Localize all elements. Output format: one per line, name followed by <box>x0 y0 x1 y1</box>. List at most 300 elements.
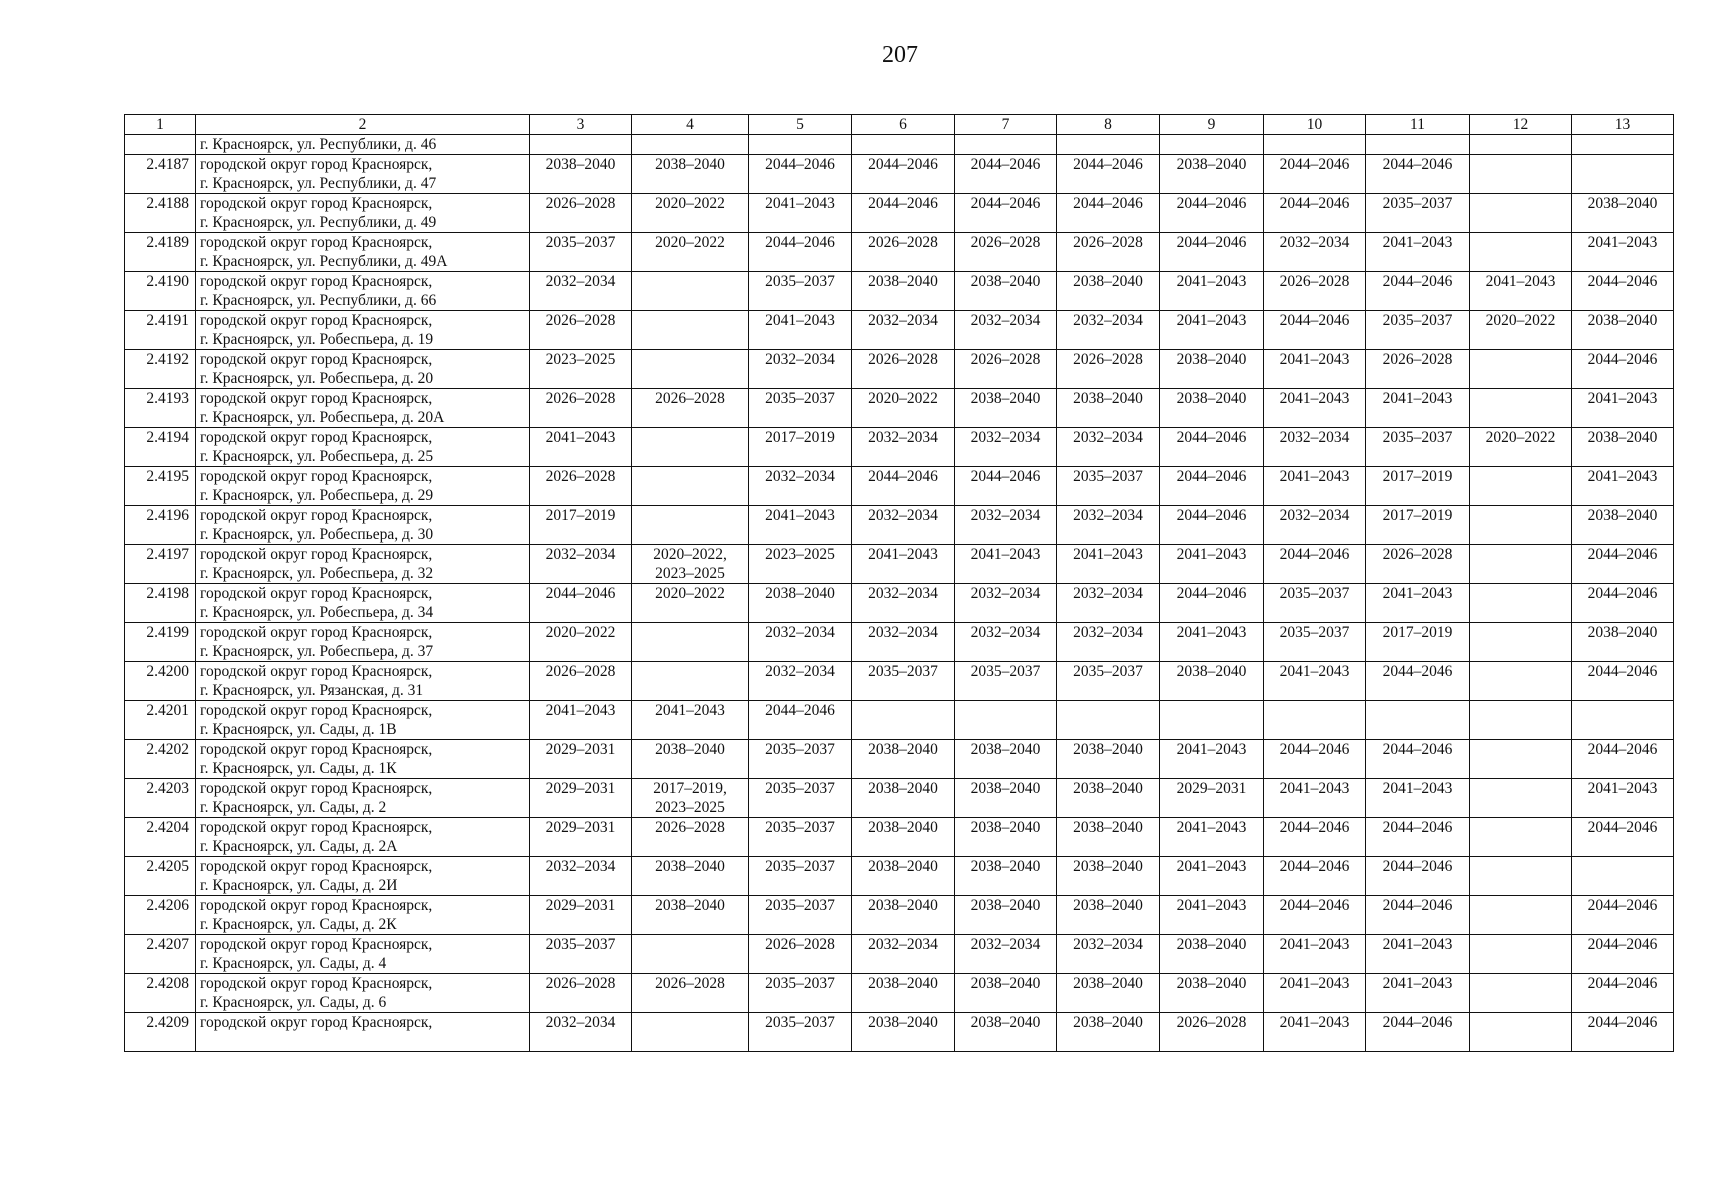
period-cell-col-6: 2038–2040 <box>852 1013 955 1052</box>
period-cell-col-6: 2044–2046 <box>852 194 955 233</box>
period-cell-col-9: 2038–2040 <box>1160 350 1264 389</box>
period-cell-col-8: 2032–2034 <box>1057 935 1160 974</box>
address-line-1: городской округ город Красноярск, <box>200 351 433 368</box>
period-cell-col-9: 2041–2043 <box>1160 623 1264 662</box>
address-cell <box>196 974 530 1013</box>
period-cell-col-12 <box>1470 701 1572 740</box>
period-cell-col-4 <box>632 545 749 584</box>
period-cell-col-9: 2038–2040 <box>1160 389 1264 428</box>
address-line-1: городской округ город Красноярск, <box>200 858 433 875</box>
period-cell-col-5: 2035–2037 <box>749 974 852 1013</box>
period-cell-col-12 <box>1470 506 1572 545</box>
address-cell <box>196 818 530 857</box>
period-cell-col-8: 2038–2040 <box>1057 896 1160 935</box>
period-cell-col-13: 2044–2046 <box>1572 662 1674 701</box>
period-cell-col-6: 2035–2037 <box>852 662 955 701</box>
period-cell-col-6: 2032–2034 <box>852 506 955 545</box>
table-row <box>125 974 1674 1013</box>
row-number: 2.4199 <box>125 623 196 662</box>
period-cell-col-11: 2044–2046 <box>1366 662 1470 701</box>
period-cell-col-4: 2041–2043 <box>632 701 749 740</box>
period-cell-col-3 <box>530 135 632 155</box>
table-row <box>125 233 1674 272</box>
period-cell-col-3: 2035–2037 <box>530 233 632 272</box>
row-number: 2.4206 <box>125 896 196 935</box>
period-cell-col-4: 2038–2040 <box>632 896 749 935</box>
period-cell-col-10: 2026–2028 <box>1264 272 1366 311</box>
row-number: 2.4201 <box>125 701 196 740</box>
period-cell-col-13: 2041–2043 <box>1572 779 1674 818</box>
period-cell-col-13 <box>1572 155 1674 194</box>
period-cell-col-5: 2035–2037 <box>749 389 852 428</box>
period-cell-col-10: 2044–2046 <box>1264 818 1366 857</box>
address-cell <box>196 506 530 545</box>
column-header-5: 5 <box>749 115 852 135</box>
row-number: 2.4202 <box>125 740 196 779</box>
period-cell-col-13: 2044–2046 <box>1572 350 1674 389</box>
period-cell-col-11: 2044–2046 <box>1366 272 1470 311</box>
row-number: 2.4188 <box>125 194 196 233</box>
period-cell-col-7 <box>955 701 1057 740</box>
column-header-10: 10 <box>1264 115 1366 135</box>
period-cell-col-7: 2038–2040 <box>955 857 1057 896</box>
column-header-3: 3 <box>530 115 632 135</box>
period-cell-col-5: 2035–2037 <box>749 896 852 935</box>
address-cell <box>196 467 530 506</box>
period-cell-col-8: 2038–2040 <box>1057 857 1160 896</box>
address-line-2: г. Красноярск, ул. Сады, д. 2 <box>200 799 387 816</box>
period-cell-col-12 <box>1470 1013 1572 1052</box>
period-cell-col-6: 2041–2043 <box>852 545 955 584</box>
period-cell-col-11: 2041–2043 <box>1366 584 1470 623</box>
period-cell-col-8: 2032–2034 <box>1057 311 1160 350</box>
period-cell-col-13: 2038–2040 <box>1572 311 1674 350</box>
address-line-2: г. Красноярск, ул. Сады, д. 6 <box>200 994 387 1011</box>
period-cell-col-11: 2041–2043 <box>1366 233 1470 272</box>
period-cell-col-10: 2041–2043 <box>1264 467 1366 506</box>
period-cell-col-3: 2029–2031 <box>530 779 632 818</box>
table-row <box>125 311 1674 350</box>
period-cell-col-10: 2044–2046 <box>1264 740 1366 779</box>
period-cell-col-6: 2038–2040 <box>852 974 955 1013</box>
address-cell <box>196 350 530 389</box>
period-cell-col-6: 2026–2028 <box>852 350 955 389</box>
period-cell-col-10: 2035–2037 <box>1264 623 1366 662</box>
period-cell-col-12: 2020–2022 <box>1470 428 1572 467</box>
period-cell-col-13: 2038–2040 <box>1572 506 1674 545</box>
address-line-2: г. Красноярск, ул. Робеспьера, д. 19 <box>200 331 434 348</box>
address-cell <box>196 389 530 428</box>
period-line: 2023–2025 <box>655 565 725 582</box>
address-line-2: г. Красноярск, ул. Робеспьера, д. 32 <box>200 565 434 582</box>
period-cell-col-11: 2017–2019 <box>1366 506 1470 545</box>
period-cell-col-7: 2044–2046 <box>955 194 1057 233</box>
period-cell-col-11 <box>1366 701 1470 740</box>
address-line-2: г. Красноярск, ул. Республики, д. 47 <box>200 175 437 192</box>
period-cell-col-10: 2044–2046 <box>1264 194 1366 233</box>
column-header-6: 6 <box>852 115 955 135</box>
address-cell <box>196 1013 530 1052</box>
period-cell-col-9: 2044–2046 <box>1160 467 1264 506</box>
period-cell-col-6: 2038–2040 <box>852 779 955 818</box>
period-cell-col-4 <box>632 272 749 311</box>
period-cell-col-10: 2032–2034 <box>1264 428 1366 467</box>
period-cell-col-9: 2044–2046 <box>1160 428 1264 467</box>
period-cell-col-13: 2044–2046 <box>1572 1013 1674 1052</box>
row-number: 2.4200 <box>125 662 196 701</box>
period-cell-col-6: 2038–2040 <box>852 740 955 779</box>
period-cell-col-8 <box>1057 701 1160 740</box>
period-cell-col-5: 2023–2025 <box>749 545 852 584</box>
address-cell <box>196 135 530 155</box>
period-cell-col-10: 2041–2043 <box>1264 779 1366 818</box>
row-number: 2.4204 <box>125 818 196 857</box>
period-cell-col-3: 2032–2034 <box>530 545 632 584</box>
address-cell <box>196 740 530 779</box>
period-cell-col-13: 2041–2043 <box>1572 389 1674 428</box>
address-cell <box>196 935 530 974</box>
period-cell-col-8: 2038–2040 <box>1057 272 1160 311</box>
period-cell-col-6: 2038–2040 <box>852 896 955 935</box>
row-number: 2.4190 <box>125 272 196 311</box>
period-cell-col-13: 2038–2040 <box>1572 194 1674 233</box>
period-cell-col-3: 2017–2019 <box>530 506 632 545</box>
row-number: 2.4197 <box>125 545 196 584</box>
table-row <box>125 545 1674 584</box>
address-line-1: городской округ город Красноярск, <box>200 897 433 914</box>
column-header-13: 13 <box>1572 115 1674 135</box>
period-cell-col-7: 2032–2034 <box>955 935 1057 974</box>
period-cell-col-13: 2041–2043 <box>1572 467 1674 506</box>
period-cell-col-10: 2044–2046 <box>1264 155 1366 194</box>
period-cell-col-5: 2035–2037 <box>749 272 852 311</box>
period-cell-col-7: 2044–2046 <box>955 467 1057 506</box>
schedule-table <box>124 114 1674 1052</box>
column-header-9: 9 <box>1160 115 1264 135</box>
table-row <box>125 818 1674 857</box>
address-cell <box>196 428 530 467</box>
period-cell-col-7: 2044–2046 <box>955 155 1057 194</box>
period-cell-col-13 <box>1572 857 1674 896</box>
address-cell <box>196 857 530 896</box>
period-cell-col-8: 2038–2040 <box>1057 818 1160 857</box>
period-cell-col-7: 2032–2034 <box>955 584 1057 623</box>
period-cell-col-13 <box>1572 135 1674 155</box>
period-cell-col-12 <box>1470 389 1572 428</box>
period-cell-col-7: 2038–2040 <box>955 1013 1057 1052</box>
address-cell <box>196 272 530 311</box>
table-row <box>125 740 1674 779</box>
period-cell-col-13: 2038–2040 <box>1572 428 1674 467</box>
address-cell <box>196 662 530 701</box>
address-line-2: г. Красноярск, ул. Республики, д. 66 <box>200 292 437 309</box>
period-cell-col-10: 2044–2046 <box>1264 311 1366 350</box>
period-cell-col-12 <box>1470 857 1572 896</box>
period-cell-col-10: 2044–2046 <box>1264 857 1366 896</box>
address-cell <box>196 311 530 350</box>
address-line-2: г. Красноярск, ул. Робеспьера, д. 37 <box>200 643 434 660</box>
period-cell-col-4: 2038–2040 <box>632 155 749 194</box>
period-cell-col-12: 2041–2043 <box>1470 272 1572 311</box>
column-header-7: 7 <box>955 115 1057 135</box>
table-row <box>125 135 1674 155</box>
table-row <box>125 662 1674 701</box>
table-row <box>125 506 1674 545</box>
period-cell-col-5: 2035–2037 <box>749 740 852 779</box>
table-row <box>125 272 1674 311</box>
period-cell-col-11: 2035–2037 <box>1366 428 1470 467</box>
period-cell-col-12 <box>1470 740 1572 779</box>
address-line-1: городской округ город Красноярск, <box>200 468 433 485</box>
period-cell-col-11: 2017–2019 <box>1366 467 1470 506</box>
period-cell-col-7: 2038–2040 <box>955 974 1057 1013</box>
period-cell-col-3: 2026–2028 <box>530 974 632 1013</box>
period-cell-col-9: 2038–2040 <box>1160 935 1264 974</box>
period-cell-col-11: 2026–2028 <box>1366 545 1470 584</box>
period-cell-col-13: 2044–2046 <box>1572 272 1674 311</box>
address-cell <box>196 623 530 662</box>
address-line-2: г. Красноярск, ул. Робеспьера, д. 30 <box>200 526 434 543</box>
period-cell-col-9: 2041–2043 <box>1160 740 1264 779</box>
row-number: 2.4209 <box>125 1013 196 1052</box>
period-cell-col-8: 2026–2028 <box>1057 233 1160 272</box>
period-cell-col-6: 2020–2022 <box>852 389 955 428</box>
period-cell-col-4 <box>632 662 749 701</box>
address-line-1: городской округ город Красноярск, <box>200 819 433 836</box>
period-cell-col-10: 2032–2034 <box>1264 233 1366 272</box>
period-cell-col-13: 2038–2040 <box>1572 623 1674 662</box>
period-cell-col-8: 2044–2046 <box>1057 194 1160 233</box>
period-cell-col-11: 2026–2028 <box>1366 350 1470 389</box>
row-number: 2.4187 <box>125 155 196 194</box>
address-cell <box>196 233 530 272</box>
period-cell-col-7: 2038–2040 <box>955 818 1057 857</box>
header-row <box>125 115 1674 135</box>
period-cell-col-6: 2032–2034 <box>852 311 955 350</box>
period-cell-col-12 <box>1470 135 1572 155</box>
column-header-4: 4 <box>632 115 749 135</box>
row-number: 2.4208 <box>125 974 196 1013</box>
period-cell-col-11: 2035–2037 <box>1366 311 1470 350</box>
period-cell-col-11: 2044–2046 <box>1366 155 1470 194</box>
period-cell-col-8: 2032–2034 <box>1057 506 1160 545</box>
period-cell-col-11: 2044–2046 <box>1366 740 1470 779</box>
period-cell-col-12 <box>1470 935 1572 974</box>
table-row <box>125 428 1674 467</box>
column-header-11: 11 <box>1366 115 1470 135</box>
address-line-1: городской округ город Красноярск, <box>200 936 433 953</box>
row-number: 2.4205 <box>125 857 196 896</box>
period-cell-col-10: 2041–2043 <box>1264 974 1366 1013</box>
period-cell-col-4 <box>632 506 749 545</box>
address-cell <box>196 545 530 584</box>
period-cell-col-3: 2035–2037 <box>530 935 632 974</box>
address-cell <box>196 896 530 935</box>
row-number: 2.4195 <box>125 467 196 506</box>
period-cell-col-7: 2032–2034 <box>955 506 1057 545</box>
period-cell-col-3: 2032–2034 <box>530 1013 632 1052</box>
period-cell-col-10: 2035–2037 <box>1264 584 1366 623</box>
period-cell-col-9: 2044–2046 <box>1160 233 1264 272</box>
period-cell-col-9: 2041–2043 <box>1160 272 1264 311</box>
period-cell-col-12 <box>1470 467 1572 506</box>
period-cell-col-13: 2044–2046 <box>1572 584 1674 623</box>
period-cell-col-13: 2044–2046 <box>1572 740 1674 779</box>
period-cell-col-7: 2032–2034 <box>955 623 1057 662</box>
period-line: 2023–2025 <box>655 799 725 816</box>
period-cell-col-4: 2020–2022 <box>632 584 749 623</box>
period-cell-col-6 <box>852 135 955 155</box>
period-cell-col-5: 2035–2037 <box>749 779 852 818</box>
address-line-1: городской округ город Красноярск, <box>200 195 433 212</box>
address-line-1: городской округ город Красноярск, <box>200 156 433 173</box>
period-cell-col-5: 2044–2046 <box>749 155 852 194</box>
address-line-2: г. Красноярск, ул. Республики, д. 49 <box>200 214 437 231</box>
period-cell-col-4: 2020–2022 <box>632 194 749 233</box>
period-cell-col-3: 2038–2040 <box>530 155 632 194</box>
period-cell-col-11: 2017–2019 <box>1366 623 1470 662</box>
period-cell-col-3: 2044–2046 <box>530 584 632 623</box>
address-line-1: городской округ город Красноярск, <box>200 273 433 290</box>
period-cell-col-4 <box>632 135 749 155</box>
period-cell-col-3: 2032–2034 <box>530 272 632 311</box>
period-cell-col-8: 2032–2034 <box>1057 623 1160 662</box>
address-line-1: городской округ город Красноярск, <box>200 585 433 602</box>
table-row <box>125 467 1674 506</box>
period-cell-col-4 <box>632 311 749 350</box>
period-cell-col-13: 2044–2046 <box>1572 545 1674 584</box>
period-cell-col-4 <box>632 623 749 662</box>
address-line-2: г. Красноярск, ул. Сады, д. 2К <box>200 916 397 933</box>
period-cell-col-4 <box>632 779 749 818</box>
period-cell-col-7: 2038–2040 <box>955 389 1057 428</box>
period-cell-col-4 <box>632 428 749 467</box>
table-row <box>125 701 1674 740</box>
period-cell-col-7: 2038–2040 <box>955 740 1057 779</box>
address-line-1: городской округ город Красноярск, <box>200 975 433 992</box>
period-cell-col-10: 2041–2043 <box>1264 389 1366 428</box>
table-row <box>125 896 1674 935</box>
row-number: 2.4191 <box>125 311 196 350</box>
row-number <box>125 135 196 155</box>
period-cell-col-9: 2038–2040 <box>1160 974 1264 1013</box>
address-cell <box>196 155 530 194</box>
address-line-1: городской округ город Красноярск, <box>200 741 433 758</box>
address-line-2: г. Красноярск, ул. Сады, д. 1В <box>200 721 397 738</box>
address-line-1: городской округ город Красноярск, <box>200 546 433 563</box>
period-cell-col-5: 2032–2034 <box>749 662 852 701</box>
period-cell-col-7 <box>955 135 1057 155</box>
period-cell-col-12 <box>1470 974 1572 1013</box>
address-line-2: г. Красноярск, ул. Республики, д. 49А <box>200 253 448 270</box>
address-cell <box>196 584 530 623</box>
period-cell-col-11: 2041–2043 <box>1366 779 1470 818</box>
period-cell-col-8: 2038–2040 <box>1057 974 1160 1013</box>
period-cell-col-5: 2041–2043 <box>749 194 852 233</box>
page-number: 207 <box>882 42 918 68</box>
row-number: 2.4198 <box>125 584 196 623</box>
period-cell-col-3: 2026–2028 <box>530 662 632 701</box>
period-cell-col-10 <box>1264 135 1366 155</box>
period-cell-col-10: 2032–2034 <box>1264 506 1366 545</box>
row-number: 2.4189 <box>125 233 196 272</box>
period-cell-col-6: 2038–2040 <box>852 857 955 896</box>
period-cell-col-12 <box>1470 545 1572 584</box>
period-cell-col-5: 2044–2046 <box>749 701 852 740</box>
period-cell-col-4 <box>632 1013 749 1052</box>
period-cell-col-3: 2029–2031 <box>530 740 632 779</box>
period-cell-col-3: 2041–2043 <box>530 428 632 467</box>
period-cell-col-12 <box>1470 155 1572 194</box>
period-cell-col-9 <box>1160 135 1264 155</box>
address-line-1: городской округ город Красноярск, <box>200 507 433 524</box>
period-line: 2017–2019, <box>653 780 727 797</box>
period-cell-col-8: 2038–2040 <box>1057 740 1160 779</box>
address-line-1: городской округ город Красноярск, <box>200 624 433 641</box>
address-line-2: г. Красноярск, ул. Робеспьера, д. 34 <box>200 604 434 621</box>
address-line-1: городской округ город Красноярск, <box>200 663 433 680</box>
period-cell-col-4: 2038–2040 <box>632 857 749 896</box>
address-line-2: г. Красноярск, ул. Сады, д. 4 <box>200 955 387 972</box>
period-cell-col-9: 2044–2046 <box>1160 506 1264 545</box>
table-row <box>125 857 1674 896</box>
table-row <box>125 584 1674 623</box>
period-cell-col-7: 2038–2040 <box>955 779 1057 818</box>
period-cell-col-9: 2026–2028 <box>1160 1013 1264 1052</box>
address-line-2: г. Красноярск, ул. Рязанская, д. 31 <box>200 682 424 699</box>
period-cell-col-13: 2044–2046 <box>1572 974 1674 1013</box>
address-cell <box>196 701 530 740</box>
period-cell-col-12: 2020–2022 <box>1470 311 1572 350</box>
period-cell-col-7: 2038–2040 <box>955 272 1057 311</box>
period-cell-col-5: 2035–2037 <box>749 857 852 896</box>
period-cell-col-5: 2041–2043 <box>749 506 852 545</box>
period-cell-col-3: 2026–2028 <box>530 194 632 233</box>
table-row <box>125 623 1674 662</box>
address-line-2: г. Красноярск, ул. Сады, д. 1К <box>200 760 397 777</box>
period-cell-col-12 <box>1470 896 1572 935</box>
period-cell-col-6: 2038–2040 <box>852 272 955 311</box>
address-cell <box>196 779 530 818</box>
table-body <box>125 135 1674 1052</box>
period-cell-col-8: 2038–2040 <box>1057 779 1160 818</box>
address-line-1: городской округ город Красноярск, <box>200 234 433 251</box>
period-cell-col-8: 2035–2037 <box>1057 662 1160 701</box>
period-cell-col-11: 2044–2046 <box>1366 818 1470 857</box>
period-cell-col-11: 2044–2046 <box>1366 1013 1470 1052</box>
period-cell-col-5: 2032–2034 <box>749 623 852 662</box>
period-cell-col-9: 2029–2031 <box>1160 779 1264 818</box>
period-cell-col-9: 2041–2043 <box>1160 818 1264 857</box>
period-cell-col-7: 2026–2028 <box>955 233 1057 272</box>
period-cell-col-10 <box>1264 701 1366 740</box>
period-line: 2020–2022, <box>653 546 727 563</box>
address-cell <box>196 194 530 233</box>
table-row <box>125 1013 1674 1052</box>
address-line-2: г. Красноярск, ул. Сады, д. 2А <box>200 838 398 855</box>
period-cell-col-9: 2038–2040 <box>1160 155 1264 194</box>
period-cell-col-3: 2029–2031 <box>530 818 632 857</box>
period-cell-col-3: 2032–2034 <box>530 857 632 896</box>
period-cell-col-13 <box>1572 701 1674 740</box>
period-cell-col-6: 2044–2046 <box>852 155 955 194</box>
period-cell-col-4: 2038–2040 <box>632 740 749 779</box>
table-row <box>125 194 1674 233</box>
column-header-1: 1 <box>125 115 196 135</box>
period-cell-col-10: 2041–2043 <box>1264 350 1366 389</box>
period-cell-col-8: 2038–2040 <box>1057 1013 1160 1052</box>
period-cell-col-7: 2032–2034 <box>955 428 1057 467</box>
